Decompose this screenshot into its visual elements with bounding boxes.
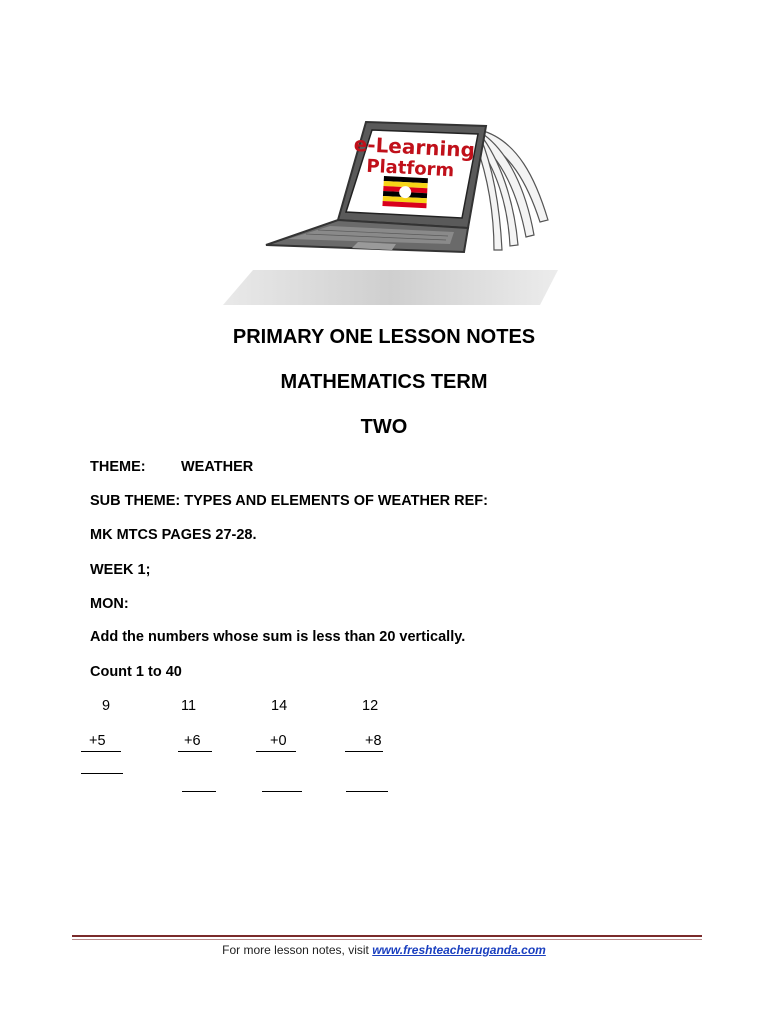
sum-4-top: 12 xyxy=(362,698,379,714)
sum-2-addend-underline xyxy=(178,751,212,752)
count-instruction: Count 1 to 40 xyxy=(90,664,182,680)
sum-2-answer-line xyxy=(182,791,216,792)
sum-2-addend: +6 xyxy=(184,733,201,749)
sum-2-top: 11 xyxy=(181,698,197,714)
title-line-1: PRIMARY ONE LESSON NOTES xyxy=(232,326,536,348)
sum-3-addend: +0 xyxy=(270,733,287,749)
sum-1-top: 9 xyxy=(102,698,111,714)
day-label: MON: xyxy=(90,596,129,612)
reference: MK MTCS PAGES 27-28. xyxy=(90,527,257,543)
sum-1-answer-line xyxy=(81,773,123,774)
title-line-3: TWO xyxy=(360,416,408,438)
title-line-2: MATHEMATICS TERM xyxy=(280,371,488,393)
footer-link[interactable]: www.freshteacheruganda.com xyxy=(372,943,546,957)
sum-1-addend: +5 xyxy=(89,733,106,749)
footer-text: For more lesson notes, visit xyxy=(222,943,373,957)
logo-text-line2: Platform xyxy=(365,155,455,182)
theme-value: WEATHER xyxy=(181,459,254,475)
footer xyxy=(0,943,768,957)
theme-line xyxy=(90,459,254,475)
logo-text-line1: e-Learning xyxy=(353,131,476,163)
sum-1-addend-underline xyxy=(81,751,121,752)
sum-3-answer-line xyxy=(262,791,302,792)
theme-label: THEME: xyxy=(90,459,146,475)
footer-rule-thin xyxy=(72,939,702,940)
sum-4-answer-line xyxy=(346,791,388,792)
instruction: Add the numbers whose sum is less than 20 vertically. xyxy=(90,629,466,645)
week-label: WEEK 1; xyxy=(90,562,151,578)
sum-4-addend: +8 xyxy=(365,733,382,749)
sub-theme: SUB THEME: TYPES AND ELEMENTS OF WEATHER REF: xyxy=(90,493,488,509)
sum-3-top: 14 xyxy=(271,698,288,714)
sum-3-addend-underline xyxy=(256,751,296,752)
footer-rule xyxy=(72,935,702,937)
sum-4-addend-underline xyxy=(345,751,383,752)
e-learning-platform-logo xyxy=(218,110,563,310)
